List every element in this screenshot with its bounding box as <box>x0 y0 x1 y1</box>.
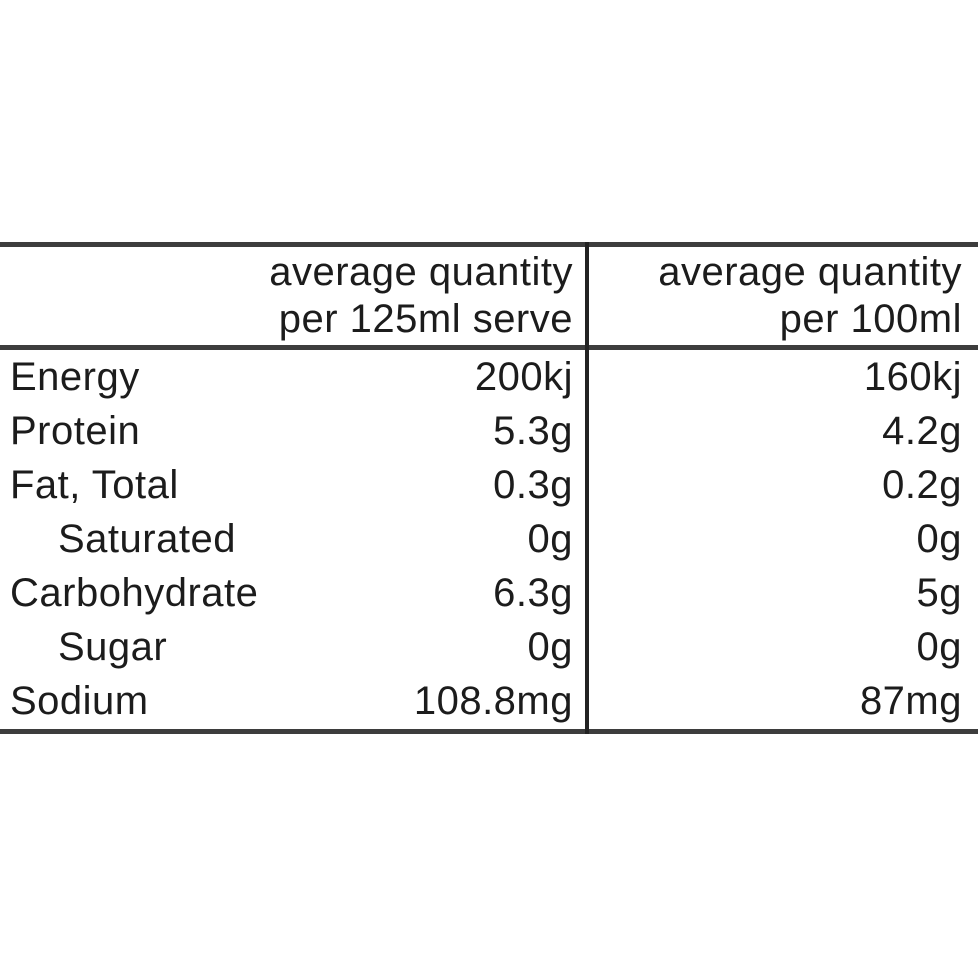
value-per-100ml: 160kj <box>863 354 962 399</box>
nutrient-label: Saturated <box>58 516 236 561</box>
nutrient-label: Sugar <box>58 625 168 670</box>
row-sodium-left <box>0 679 589 724</box>
nutrient-label: Carbohydrate <box>10 571 259 616</box>
value-per-100ml: 5g <box>916 571 962 616</box>
row-protein-left <box>0 409 589 454</box>
nutrition-information-table <box>0 242 978 734</box>
header-per-serve-line1: average quantity <box>269 250 573 294</box>
table-row-energy <box>0 350 978 404</box>
value-per-serve: 0.3g <box>493 462 573 507</box>
table-row-fat-total <box>0 458 978 512</box>
value-per-100ml: 4.2g <box>882 408 962 453</box>
table-bottom-rule <box>0 729 978 734</box>
table-row-sodium <box>0 675 978 729</box>
header-per-100ml-line2: per 100ml <box>779 297 962 341</box>
value-per-100ml: 87mg <box>859 679 962 724</box>
table-row-saturated <box>0 512 978 566</box>
table-row-protein <box>0 404 978 458</box>
value-per-serve: 200kj <box>474 354 573 399</box>
header-per-100ml <box>589 247 978 345</box>
value-per-serve: 0g <box>527 516 573 561</box>
header-per-serve <box>0 247 589 345</box>
table-header-row <box>0 247 978 345</box>
table-body <box>0 350 978 729</box>
row-sugar-left <box>0 625 589 670</box>
row-fat-total-left <box>0 463 589 508</box>
header-per-100ml-line1: average quantity <box>658 250 962 294</box>
value-per-serve: 6.3g <box>493 571 573 616</box>
row-saturated-left <box>0 517 589 562</box>
value-per-100ml: 0.2g <box>882 462 962 507</box>
table-row-sugar <box>0 621 978 675</box>
value-per-100ml: 0g <box>916 625 962 670</box>
value-per-serve: 0g <box>527 625 573 670</box>
nutrient-label: Protein <box>10 408 141 453</box>
nutrient-label: Energy <box>10 354 140 399</box>
row-energy-left <box>0 355 589 400</box>
nutrient-label: Sodium <box>10 679 149 724</box>
nutrient-label: Fat, Total <box>10 462 179 507</box>
value-per-serve: 5.3g <box>493 408 573 453</box>
value-per-serve: 108.8mg <box>413 679 573 724</box>
header-per-serve-line2: per 125ml serve <box>278 297 573 341</box>
table-row-carbohydrate <box>0 567 978 621</box>
value-per-100ml: 0g <box>916 516 962 561</box>
row-carbohydrate-left <box>0 571 589 616</box>
